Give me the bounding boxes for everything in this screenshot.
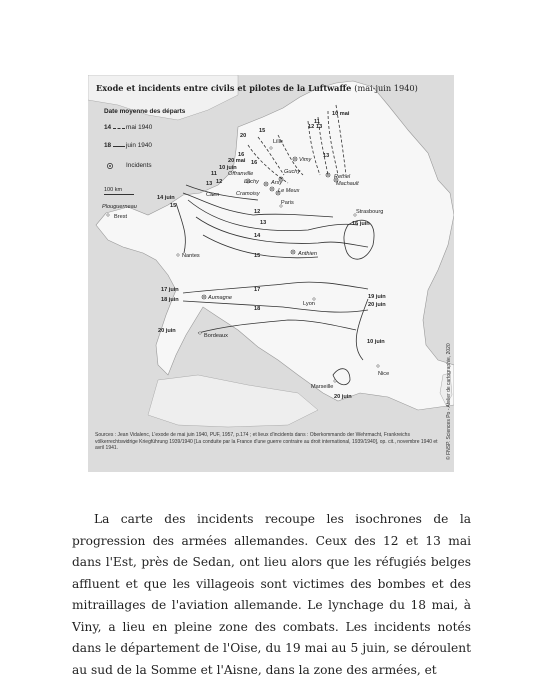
isochrone-label: 18 — [254, 306, 261, 312]
map-credit: © FNSP. Sciences Po - Atelier de cartographie, 2020 — [446, 343, 452, 460]
city-label: Lyon — [303, 301, 315, 307]
map-title-period: (mai-juin 1940) — [354, 83, 418, 93]
isochrone-label: 16 — [238, 152, 245, 158]
city-label: Strasbourg — [356, 209, 384, 215]
isochrone-label: 15 — [259, 128, 266, 134]
legend-num: 14 — [104, 124, 112, 131]
legend-title: Date moyenne des départs — [104, 108, 186, 115]
isochrone-label: 10 juin — [219, 165, 237, 171]
city-label: Le Meux — [278, 188, 300, 194]
city-label: Vimy — [299, 157, 312, 163]
city-label: Nice — [378, 371, 390, 377]
city-dot — [270, 147, 272, 149]
isochrone-label: 12 — [308, 124, 315, 130]
isochrone-label: 13 — [206, 181, 213, 187]
scale-label: 100 km — [104, 187, 123, 193]
body-paragraph: La carte des incidents recoupe les isochrones de la progression des armées allemandes. Ceux des 12 et 13 mai dans l'Est, près de Sedan, ont lieu alors que les réfugiés belges affluent et que les villageois sont victimes des bombes et des mitraillages de l'aviation allemande. Le lynchage du 18 mai, à Viny, a lieu en pleine zone des combats. Les incidents notés dans le département de l'Oise, du 19 mai au 5 juin, se déroulent au sud de la Somme et l'Aisne, dans la zone des armées, et — [72, 512, 471, 677]
city-label: Brest — [114, 214, 128, 220]
map-title — [96, 83, 418, 93]
city-label: Offranville — [228, 171, 254, 177]
city-label: Marseille — [311, 384, 334, 390]
isochrone-label: 17 juin — [161, 287, 179, 293]
isochrone-label: 13 — [260, 220, 267, 226]
city-label: Paris — [281, 200, 294, 206]
map-figure — [88, 75, 454, 472]
isochrone-label: 15 — [254, 253, 261, 259]
city-label: Guchy — [284, 169, 301, 175]
isochrone-label: 20 — [240, 133, 247, 139]
city-label: Cramoisy — [236, 191, 260, 197]
isochrone-label: 20 mai — [228, 158, 246, 164]
legend-label: Incidents — [126, 162, 152, 169]
isochrone-label: 11 — [211, 171, 217, 177]
isochrone-label: 15 — [170, 203, 177, 209]
city-label: Arsy — [271, 180, 283, 186]
city-dot — [313, 298, 315, 300]
isochrone-label: 13 — [316, 124, 323, 130]
legend-num: 18 — [104, 142, 112, 149]
france-map — [88, 75, 454, 472]
isochrone-label: 13 — [323, 153, 330, 159]
city-label: Machault — [336, 181, 359, 187]
city-label: Caen — [206, 192, 220, 198]
city-label: Rethel — [334, 174, 351, 180]
city-label: Anthien — [298, 251, 317, 257]
isochrone-label: 16 juin — [352, 221, 370, 227]
legend-dashed-line — [113, 128, 125, 129]
spain-landmass — [148, 375, 318, 427]
isochrone-label: 17 — [254, 287, 261, 293]
isochrone-label: 10 mai — [332, 111, 350, 117]
map-title-main: Exode et incidents entre civils et pilotes de la Luftwaffe — [96, 83, 352, 93]
isochrone-label: 10 juin — [367, 339, 385, 345]
map-sources: Sources : Jean Vidalenc, L'exode de mai juin 1940, PUF, 1957, p.174 ; et lieux d'incidents dans : Oberkommando der Wehrmacht, Frankreichs völkerrechtswidrige Kriegführung 1939/1940 [La conduite par la France d'une guerre contraire au droit international, 1939/1940], op. cit., novembre 1940 et avril 1941. — [95, 432, 438, 451]
legend-label: mai 1940 — [126, 124, 153, 131]
circled-dot-icon — [106, 162, 114, 170]
city-dot — [107, 214, 109, 216]
city-label: Plouguerneau — [102, 204, 137, 210]
isochrone-label: 16 — [251, 160, 258, 166]
isochrone-label: 20 juin — [158, 328, 176, 334]
legend-solid-line — [113, 146, 125, 147]
isochrone-label: 11 — [314, 119, 320, 125]
isochrone-label: 12 — [254, 209, 261, 215]
isochrone-label: 18 juin — [161, 297, 179, 303]
isochrone-label: 19 juin — [368, 294, 386, 300]
city-dot — [177, 254, 179, 256]
isochrone-label: 20 juin — [368, 302, 386, 308]
city-label: Bordeaux — [204, 333, 228, 339]
city-label: Lille — [273, 139, 283, 145]
city-label: Nantes — [182, 253, 200, 259]
city-dot — [377, 365, 379, 367]
legend-label: juin 1940 — [126, 142, 152, 149]
city-label: Luchy — [244, 179, 259, 185]
isochrone-label: 20 juin — [334, 394, 352, 400]
isochrone-label: 14 — [254, 233, 261, 239]
isochrone-label: 14 juin — [157, 195, 175, 201]
city-dot — [199, 332, 201, 334]
city-dot — [334, 380, 336, 382]
city-label: Aumagne — [208, 295, 232, 301]
isochrone-label: 12 — [216, 179, 223, 185]
scale-line — [104, 194, 134, 195]
scale-bar — [104, 187, 134, 195]
